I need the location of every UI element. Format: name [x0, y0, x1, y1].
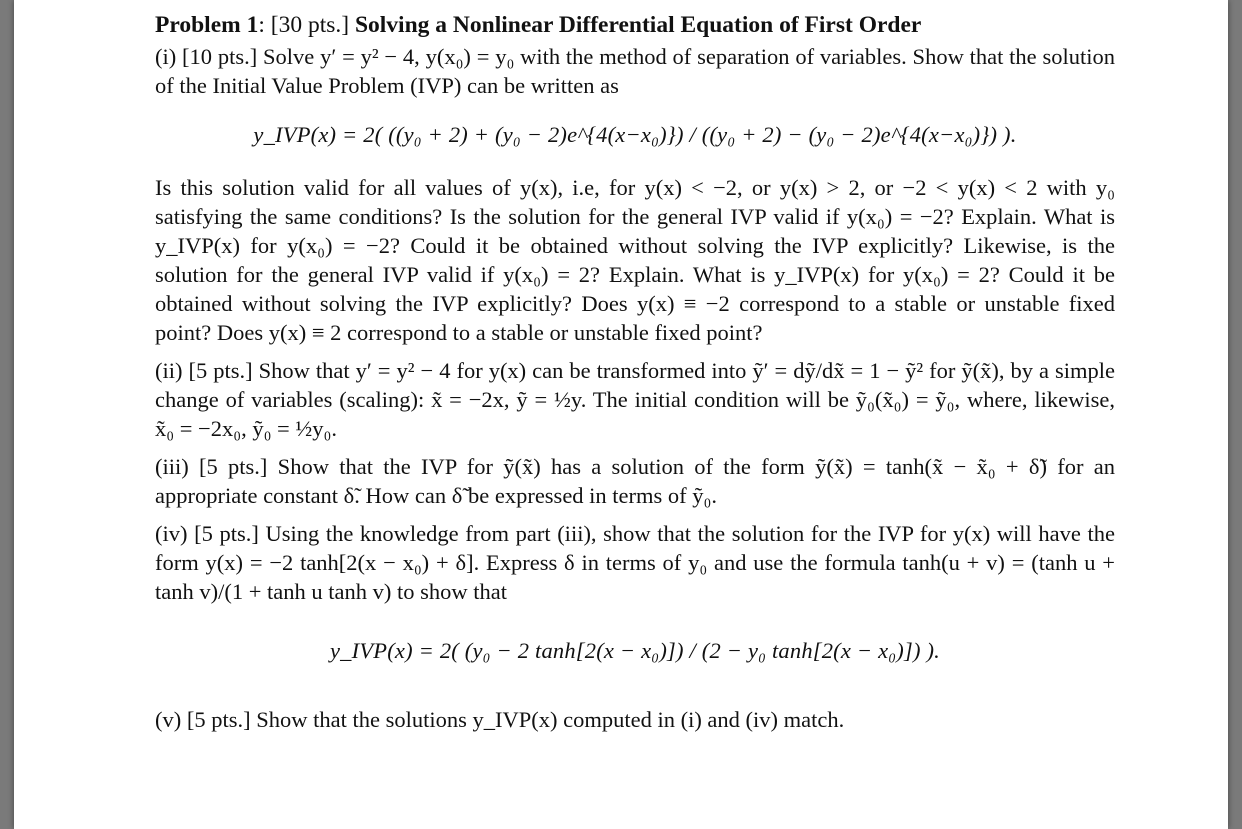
part-ii-text: (ii) [5 pts.] Show that y′ = y² − 4 for y(x) can be transformed into ỹ′ = dỹ/dx̃ = 1 − ỹ² for ỹ(x̃), by a simple change of variables (scaling): x̃ = −2x, ỹ = ½y. The initial condition will be ỹ₀(x̃₀) = ỹ₀, where, likewise, x̃₀ = −2x₀, ỹ₀ = ½y₀. — [155, 358, 1115, 441]
part-iv-text: (iv) [5 pts.] Using the knowledge from part (iii), show that the solution for the IVP for y(x) will have the form y(x) = −2 tanh[2(x − x₀) + δ]. Express δ in terms of y₀ and use the formula tanh(u + v) = (tanh u + tanh v)/(1 + tanh u tanh v) to show that — [155, 521, 1115, 604]
equation-ivp-solution: y_IVP(x) = 2( ((y₀ + 2) + (y₀ − 2)e^{4(x−x₀)}) / ((y₀ + 2) − (y₀ − 2)e^{4(x−x₀)}) ). — [253, 122, 1017, 147]
problem-points: : [30 pts.] — [258, 12, 350, 38]
document-page — [14, 0, 1228, 829]
problem-heading — [155, 8, 1115, 42]
problem-title: Solving a Nonlinear Differential Equation of First Order — [354, 12, 922, 38]
problem-label: Problem 1 — [155, 12, 259, 38]
part-i-questions: Is this solution valid for all values of y(x), i.e, for y(x) < −2, or y(x) > 2, or −2 < y(x) < 2 with y₀ satisfying the same conditions? Is the solution for the general IVP valid if y(x₀) = −2? Explain. What is y_IVP(x) for y(x₀) = −2? Could it be obtained without solving the IVP explicitly? Likewise, is the solution for the general IVP valid if y(x₀) = 2? Explain. What is y_IVP(x) for y(x₀) = 2? Could it be obtained without solving the IVP explicitly? Does y(x) ≡ −2 correspond to a stable or unstable fixed point? Does y(x) ≡ 2 correspond to a stable or unstable fixed point? — [155, 175, 1115, 345]
equation-tanh-solution: y_IVP(x) = 2( (y₀ − 2 tanh[2(x − x₀)]) / (2 − y₀ tanh[2(x − x₀)]) ). — [330, 638, 940, 663]
problem-content — [155, 8, 1115, 734]
part-i-text: (i) [10 pts.] Solve y′ = y² − 4, y(x₀) = y₀ with the method of separation of variables. Show that the solution of the Initial Value Problem (IVP) can be written as — [155, 44, 1115, 98]
part-v-text: (v) [5 pts.] Show that the solutions y_IVP(x) computed in (i) and (iv) match. — [155, 707, 845, 732]
part-iii-text: (iii) [5 pts.] Show that the IVP for ỹ(x̃) has a solution of the form ỹ(x̃) = tanh(x̃ − x̃₀ + δ̃) for an appropriate constant δ̃. How can δ̃ be expressed in terms of ỹ₀. — [155, 454, 1115, 508]
